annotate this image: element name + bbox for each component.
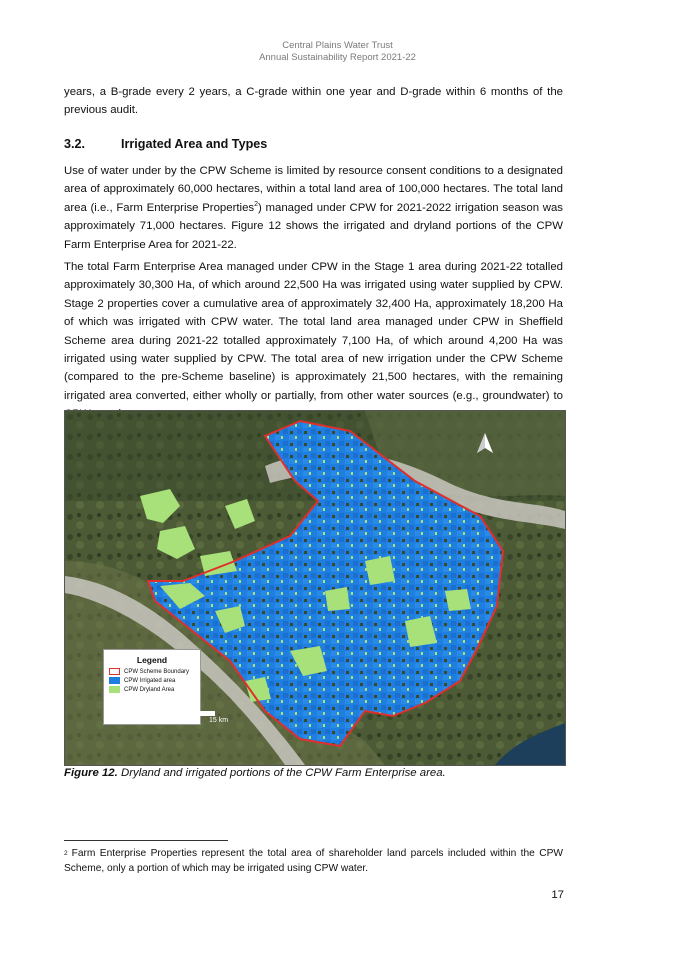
scale-label: 0 bbox=[104, 717, 108, 724]
footnote-text: Farm Enterprise Properties represent the total area of shareholder land parcels included within the CPW Scheme, only a portion of which may be irrigated using CPW water. bbox=[64, 848, 563, 874]
scale-label: 5 bbox=[140, 717, 144, 724]
legend-title: Legend bbox=[136, 655, 168, 665]
legend-label: CPW Scheme Boundary bbox=[124, 668, 190, 675]
figure-caption bbox=[64, 767, 446, 779]
legend-item-dryland bbox=[109, 686, 200, 693]
legend-label: CPW Dryland Area bbox=[124, 686, 175, 693]
footnote-mark: 2 bbox=[64, 850, 68, 857]
scale-label: 15 km bbox=[209, 717, 229, 724]
footnote bbox=[64, 846, 563, 876]
legend-label: CPW Irrigated area bbox=[124, 677, 176, 684]
scale-bar-line bbox=[105, 711, 215, 716]
page-header bbox=[0, 40, 675, 64]
footnote-ref[interactable]: 2 bbox=[254, 201, 259, 209]
paragraph-consent-before: Use of water under by the CPW Scheme is limited by resource consent conditions to a designated area of approximately 60,000 hectares, within a total land area of 100,000 hectares. The total land area (i.e., Farm Enterprise Properties bbox=[64, 165, 563, 214]
paragraph-areas: The total Farm Enterprise Area managed under CPW in the Stage 1 area during 2021-22 totalled approximately 30,300 Ha, of which around 22,500 Ha was irrigated using water supplied by CPW. Stage 2 properties cover a cumulative area of approximately 32,400 Ha, approximately 18,200 Ha of which was irrigated with CPW water. The total land area managed under CPW in Sheffield Scheme area during 2021-22 totalled approximately 7,100 Ha, of which around 4,200 Ha was irrigated using water supplied by CPW. The total area of new irrigation under the CPW Scheme (compared to the pre-Scheme baseline) is approximately 21,500 hectares, with the remaining irrigated area converted, either wholly or partially, from other water sources (e.g., groundwater) to bbox=[64, 261, 563, 402]
dryland-patch bbox=[325, 587, 350, 611]
scale-label: 10 bbox=[174, 717, 182, 724]
section-heading bbox=[64, 137, 267, 151]
legend-item-boundary bbox=[109, 668, 200, 675]
scale-bar bbox=[105, 711, 255, 731]
paragraph-consent bbox=[64, 162, 563, 254]
header-org: Central Plains Water Trust bbox=[282, 40, 393, 51]
intro-paragraph: years, a B-grade every 2 years, a C-grade within one year and D-grade within 6 months of the previous audit. bbox=[64, 86, 563, 117]
footnote-divider bbox=[64, 840, 228, 841]
header-report: Annual Sustainability Report 2021-22 bbox=[259, 52, 416, 63]
section-number: 3.2. bbox=[64, 137, 86, 151]
dryland-swatch bbox=[109, 686, 120, 693]
dryland-patch bbox=[445, 589, 471, 611]
section-title: Irrigated Area and Types bbox=[121, 137, 268, 151]
paragraph-consent-after: ) managed under CPW for 2021-2022 irrigation season was approximately 71,000 hectares. Figure 12 shows the irrigated and dryland portions of the CPW Farm Enterprise Area for 2021-22. bbox=[64, 201, 563, 251]
figure-label: Figure 12. bbox=[64, 767, 118, 779]
figure-caption-text: Dryland and irrigated portions of the CPW Farm Enterprise area. bbox=[117, 767, 446, 779]
irrigated-swatch bbox=[109, 677, 120, 684]
dryland-patch bbox=[365, 556, 395, 585]
legend-item-irrigated bbox=[109, 677, 200, 684]
boundary-swatch bbox=[109, 668, 120, 675]
cpw-map-figure bbox=[64, 410, 566, 766]
page-number: 17 bbox=[551, 889, 564, 901]
